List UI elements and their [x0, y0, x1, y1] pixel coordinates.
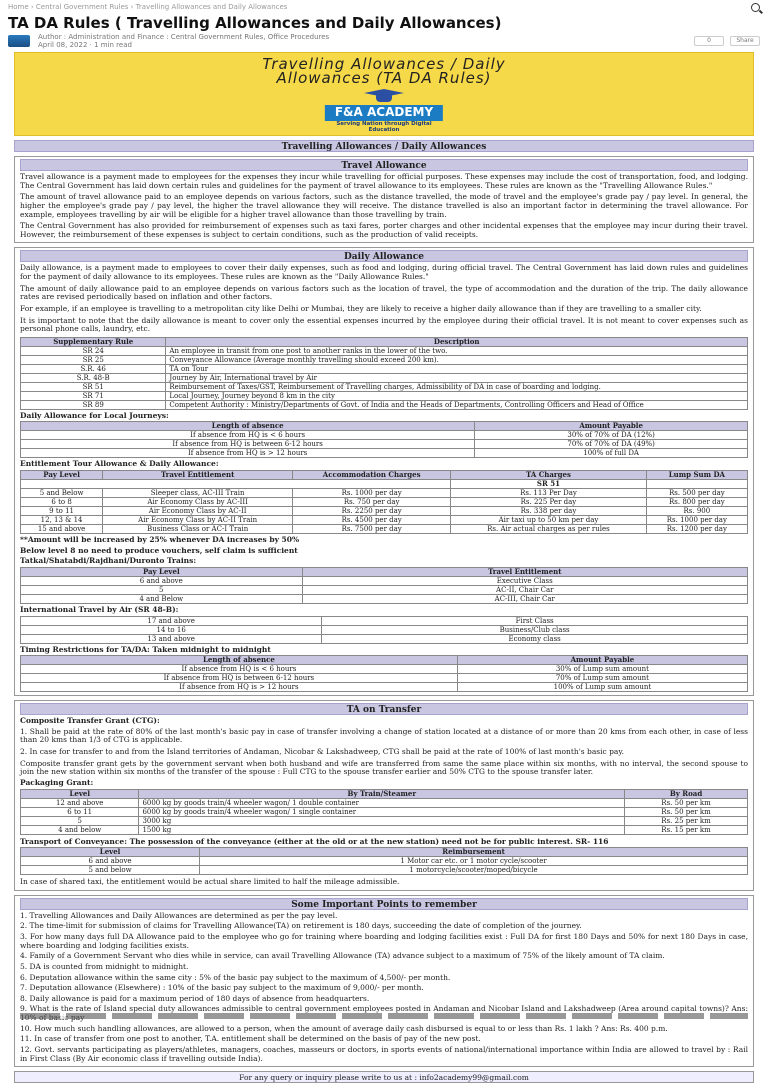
table-row — [21, 616, 748, 625]
table-header: Travel Entitlement — [302, 567, 747, 576]
footer-strip — [20, 1013, 748, 1019]
table-cell: Reimbursement of Taxes/GST, Reimbursement of Travelling charges, Admissibility of DA in case of boarding and lodging. — [166, 382, 748, 391]
table-cell: Rs. 338 per day — [451, 507, 647, 516]
tour-heading: Entitlement Tour Allowance & Daily Allowance: — [20, 459, 219, 469]
table-cell: TA on Tour — [166, 364, 748, 373]
table-row — [21, 400, 748, 409]
list-item: 11. In case of transfer from one post to another, T.A. entitlement shall be determined on the basis of pay of the new post. — [20, 1034, 481, 1044]
table-cell: Rs. 50 per km — [625, 798, 748, 807]
local-journeys-table — [20, 421, 748, 458]
table-cell: Business Class or AC-I Train — [103, 525, 293, 534]
table-cell: 6 to 8 — [21, 498, 103, 507]
table-cell: AC-II, Chair Car — [302, 585, 747, 594]
banner-title-line1: Travelling Allowances / Daily — [262, 55, 506, 73]
table-cell: 6 and above — [21, 576, 303, 585]
table-row — [21, 449, 748, 458]
table-cell: 5 and Below — [21, 489, 103, 498]
brand-tagline: Serving Nation through Digital Education — [336, 121, 432, 133]
list-item: 8. Daily allowance is paid for a maximum period of 180 days of absence from headquarters. — [20, 993, 370, 1003]
table-cell: Executive Class — [302, 576, 747, 585]
search-icon[interactable] — [751, 3, 760, 12]
table-cell: Rs. 1200 per day — [646, 525, 747, 534]
breadcrumb[interactable]: Home › Central Government Rules › Travelling Allowances and Daily Allowances — [8, 2, 288, 11]
table-cell: Air Economy Class by AC-II — [103, 507, 293, 516]
table-cell: 30% of Lump sum amount — [457, 665, 747, 674]
graduation-cap-icon — [364, 89, 404, 103]
travel-p1: Travel allowance is a payment made to employees for the expenses they incur while travelling for official purposes. These expenses may include the cost of transportation, food, and lodging. The Central Government has laid down certain rules and guidelines for the payment of travel allowance to its employees. These rules are known as the "Travelling Allowance Rules." — [20, 172, 748, 190]
table-cell: 1500 kg — [139, 825, 625, 834]
table-header: By Train/Steamer — [139, 789, 625, 798]
packaging-heading: Packaging Grant: — [20, 777, 94, 787]
table-cell: An employee in transit from one post to another ranks in the lower of the two. — [166, 346, 748, 355]
table-row — [21, 364, 748, 373]
table-cell: If absence from HQ is > 12 hours — [21, 683, 458, 692]
table-cell: 15 and above — [21, 525, 103, 534]
table-cell: Rs. 225 Per day — [451, 498, 647, 507]
travel-p3: The Central Government has also provided for reimbursement of expenses such as taxi fares, porter charges and other incidental expenses that the employee may incur during their travel. However, the reimbursement of these expenses is subject to certain conditions, such as the production of valid receipts. — [20, 221, 748, 239]
table-cell: 100% of Lump sum amount — [457, 683, 747, 692]
table-header: Amount Payable — [457, 656, 747, 665]
table-cell: SR 25 — [21, 355, 166, 364]
table-cell: AC-III, Chair Car — [302, 594, 747, 603]
table-cell: Local Journey, Journey beyond 8 km in the city — [166, 391, 748, 400]
table-cell: 4 and below — [21, 825, 139, 834]
table-header: Level — [21, 789, 139, 798]
points-heading: Some Important Points to remember — [20, 898, 748, 910]
author-line: Author : Administration and Finance : Central Government Rules, Office Procedures — [38, 33, 330, 41]
transfer-p3: Composite transfer grant gets by the government servant when both husband and wife are transferred from same the same place within six months, with no interval, the second spouse to join the new station within six months of the transfer of the spouse : Full CTG to the spouse transfer earlier and 50% CTG to the spouse transfer later. — [20, 758, 748, 777]
table-header: By Road — [625, 789, 748, 798]
main-heading: Travelling Allowances / Daily Allowances — [14, 140, 754, 152]
list-item: 3. For how many days full DA Allowance paid to the employee who go for training where boarding and lodging facilities exist : Full DA for first 180 Days and 50% for next 180 Days in case, where boarding and lodging facilities exists. — [20, 932, 748, 950]
table-cell: If absence from HQ is < 6 hours — [21, 431, 475, 440]
share-button[interactable]: Share — [730, 36, 760, 46]
table-cell: Air taxi up to 50 km per day — [451, 516, 647, 525]
table-row — [21, 825, 748, 834]
timing-note: Timing Restrictions for TA/DA: Taken midnight to midnight — [20, 644, 271, 654]
table-subheader: SR 51 — [451, 480, 647, 489]
table-header: Pay Level — [21, 567, 303, 576]
shared-taxi-note: In case of shared taxi, the entitlement would be actual share limited to half the mileage admissible. — [20, 877, 400, 887]
transfer-p2: 2. In case for transfer to and from the Island territories of Andaman, Nicobar & Lakshadweep, CTG shall be paid at the rate of 100% of last month's basic pay. — [20, 747, 625, 756]
banner-title-line2: Allowances (TA DA Rules) — [276, 69, 492, 87]
travel-allowance-section — [14, 156, 754, 243]
table-header: Level — [21, 848, 200, 857]
table-cell: S.R. 46 — [21, 364, 166, 373]
article-tools — [694, 36, 760, 46]
table-row — [21, 382, 748, 391]
table-cell: 3000 kg — [139, 816, 625, 825]
page-title: TA DA Rules ( Travelling Allowances and Daily Allowances) — [8, 14, 502, 32]
table-header: Description — [166, 337, 748, 346]
table-cell: Rs. 900 — [646, 507, 747, 516]
article-content — [0, 140, 768, 1083]
table-cell: 100% of full DA — [475, 449, 748, 458]
table-cell: SR 71 — [21, 391, 166, 400]
table-cell: S.R. 48-B — [21, 373, 166, 382]
list-item: 7. Deputation allowance (Elsewhere) : 10% of the basic pay subject to the maximum of 9,000/- per month. — [20, 983, 424, 993]
local-journeys-heading: Daily Allowance for Local Journeys: — [20, 410, 169, 420]
table-cell: 70% of 70% of DA (49%) — [475, 440, 748, 449]
table-header: Length of absence — [21, 422, 475, 431]
conveyance-table — [20, 847, 748, 875]
table-cell: 1 Motor car etc. or 1 motor cycle/scooter — [200, 857, 748, 866]
points-list — [20, 912, 748, 1063]
table-header: Accommodation Charges — [293, 471, 451, 480]
table-cell: Business/Club class — [322, 625, 748, 634]
table-cell: SR 51 — [21, 382, 166, 391]
list-item: 6. Deputation allowance within the same city : 5% of the basic pay subject to the maximum of 4,500/- per month. — [20, 972, 451, 982]
table-cell: 17 and above — [21, 616, 322, 625]
table-cell: 5 — [21, 585, 303, 594]
top-bar — [0, 0, 768, 14]
conveyance-note: Transport of Conveyance: The possession of the conveyance (either at the old or at the new station) need not be for public interest. SR- 116 — [20, 836, 609, 846]
table-cell: SR 89 — [21, 400, 166, 409]
daily-heading: Daily Allowance — [20, 250, 748, 262]
daily-p3: For example, if an employee is travelling to a metropolitan city like Delhi or Mumbai, they are likely to receive a higher daily allowance than if they are travelling to a smaller city. — [20, 303, 702, 313]
table-cell: 6 to 11 — [21, 807, 139, 816]
article-meta — [0, 32, 768, 50]
table-cell: SR 24 — [21, 346, 166, 355]
table-row — [21, 857, 748, 866]
table-cell: Sleeper class, AC-III Train — [103, 489, 293, 498]
table-header-blank — [646, 480, 747, 489]
table-row — [21, 866, 748, 875]
table-header-blank — [21, 480, 451, 489]
site-logo[interactable] — [8, 35, 30, 47]
table-row — [21, 440, 748, 449]
daily-p4: It is important to note that the daily allowance is meant to cover only the essential expenses incurred by the employee during their official travel. It is not meant to cover expenses such as personal phone calls, laundry, etc. — [20, 315, 748, 334]
table-cell: 6000 kg by goods train/4 wheeler wagon/ 1 single container — [139, 807, 625, 816]
table-header: Amount Payable — [475, 422, 748, 431]
table-cell: Journey by Air, International travel by Air — [166, 373, 748, 382]
table-cell: Competent Authority : Ministry/Departments of Govt. of India and the Heads of Departments, Controlling Officers and Head of Office — [166, 400, 748, 409]
table-row — [21, 634, 748, 643]
table-cell: 5 — [21, 816, 139, 825]
table-header: Pay Level — [21, 471, 103, 480]
table-row — [21, 525, 748, 534]
table-row — [21, 431, 748, 440]
table-row — [21, 346, 748, 355]
table-row — [21, 355, 748, 364]
packaging-table — [20, 789, 748, 835]
table-cell: 6 and above — [21, 857, 200, 866]
list-item: 2. The time-limit for submission of claims for Travelling Allowance(TA) on retirement is 180 days, succeeding the date of completion of the journey. — [20, 921, 582, 931]
table-header: Supplementary Rule — [21, 337, 166, 346]
supplementary-rules-table — [20, 337, 748, 410]
list-item: 4. Family of a Government Servant who dies while in service, can avail Travelling Allowance (TA) advance subject to a maximum of 75% of the likely amount of TA claim. — [20, 951, 665, 961]
transfer-p1: 1. Shall be paid at the rate of 80% of the last month's basic pay in case of transfer involving a change of station located at a distance of or more than 20 kms from each other, in case of less than 20 kms than 1/3 of CTG is applicable. — [20, 726, 748, 745]
absence-table — [20, 655, 748, 692]
table-cell: Air Economy Class by AC-III — [103, 498, 293, 507]
query-footer[interactable]: For any query or inquiry please write to us at : info2academy99@gmail.com — [14, 1071, 754, 1083]
transfer-section — [14, 700, 754, 891]
table-cell: Rs. 4500 per day — [293, 516, 451, 525]
table-cell: Rs. 7500 per day — [293, 525, 451, 534]
daily-allowance-section — [14, 247, 754, 696]
table-cell: Economy class — [322, 634, 748, 643]
table-cell: Rs. 50 per km — [625, 807, 748, 816]
table-cell: 12 and above — [21, 798, 139, 807]
daily-p2: The amount of daily allowance paid to an employee depends on various factors such as the location of travel, the type of accommodation and the duration of the trip. The daily allowance rates are revised periodically based on inflation and other factors. — [20, 283, 748, 302]
table-row — [21, 683, 748, 692]
table-cell: 9 to 11 — [21, 507, 103, 516]
table-cell: 4 and Below — [21, 594, 303, 603]
intl-heading: International Travel by Air (SR 48-B): — [20, 604, 179, 614]
table-cell: 6000 kg by goods train/4 wheeler wagon/ 1 double container — [139, 798, 625, 807]
table-row — [21, 798, 748, 807]
article-banner — [14, 52, 754, 136]
table-header: Reimbursement — [200, 848, 748, 857]
table-cell: Rs. 500 per day — [646, 489, 747, 498]
table-cell: If absence from HQ is between 6-12 hours — [21, 440, 475, 449]
list-item: 1. Travelling Allowances and Daily Allowances are determined as per the pay level. — [20, 910, 338, 920]
table-header: Lump Sum DA — [646, 471, 747, 480]
table-row — [21, 674, 748, 683]
table-row — [21, 625, 748, 634]
table-row — [21, 585, 748, 594]
table-row — [21, 576, 748, 585]
table-row — [21, 507, 748, 516]
table-cell: If absence from HQ is between 6-12 hours — [21, 674, 458, 683]
points-section — [14, 895, 754, 1067]
table-cell: Rs. 800 per day — [646, 498, 747, 507]
intl-table — [20, 616, 748, 644]
table-row — [21, 489, 748, 498]
table-cell: 70% of Lump sum amount — [457, 674, 747, 683]
brand-name: F&A ACADEMY — [325, 105, 443, 121]
table-row — [21, 665, 748, 674]
tour-note-2: Below level 8 no need to produce vouchers, self claim is sufficient — [20, 545, 298, 555]
table-cell: 12, 13 & 14 — [21, 516, 103, 525]
table-cell: Rs. 113 Per Day — [451, 489, 647, 498]
date-line: April 08, 2022 · 1 min read — [38, 41, 132, 49]
comments-button[interactable]: 0 — [694, 36, 724, 46]
table-cell: Rs. 750 per day — [293, 498, 451, 507]
table-cell: Rs. 15 per km — [625, 825, 748, 834]
table-cell: Rs. 1000 per day — [293, 489, 451, 498]
table-header: Travel Entitlement — [103, 471, 293, 480]
ctg-heading: Composite Transfer Grant (CTG): — [20, 716, 160, 726]
table-cell: Air Economy Class by AC-II Train — [103, 516, 293, 525]
table-row — [21, 498, 748, 507]
table-cell: Rs. 1000 per day — [646, 516, 747, 525]
table-row — [21, 373, 748, 382]
table-cell: Rs. 2250 per day — [293, 507, 451, 516]
trains-table — [20, 567, 748, 604]
table-cell: 14 to 16 — [21, 625, 322, 634]
table-cell: If absence from HQ is < 6 hours — [21, 665, 458, 674]
table-row — [21, 391, 748, 400]
table-row — [21, 516, 748, 525]
list-item: 10. How much such handling allowances, are allowed to a person, when the amount of average daily cash disbursed is equal to or less than Rs. 1 lakh ? Ans: Rs. 400 p.m. — [20, 1023, 668, 1033]
daily-p1: Daily allowance, is a payment made to employees to cover their daily expenses, such as food and lodging, during official travel. The Central Government has laid down rules and guidelines for the payment of daily allowance to its employees. These rules are known as the "Daily Allowance Rules." — [20, 263, 748, 281]
transfer-heading: TA on Transfer — [20, 703, 748, 715]
list-item: 9. What is the rate of Island special duty allowances admissible to central government employees posted in Andaman and Nicobar Island and Lakshadweep (Area around capital towns)? Ans: — [20, 1004, 748, 1014]
table-header: Length of absence — [21, 656, 458, 665]
tour-note-1: **Amount will be increased by 25% whenever DA increases by 50% — [20, 535, 300, 544]
banner-title — [15, 53, 753, 85]
travel-p2: The amount of travel allowance paid to an employee depends on various factors, such as the distance travelled, the mode of travel and the employee's grade pay / pay level. In general, the higher the employee's grade pay / pay level, the higher the travel allowance they will receive. The distance travelled is also an important factor in determining the travel allowance. For example, employees travelling by air will be eligible for a higher travel allowance than those travelling by train. — [20, 192, 748, 219]
list-item: 12. Govt. servants participating as players/athletes, managers, coaches, masseurs or doctors, in sports events of national/international importance within India are allowed to travel by : Rail in First Class (By Air economic class if travelling outside India). — [20, 1044, 748, 1063]
table-cell: If absence from HQ is > 12 hours — [21, 449, 475, 458]
table-cell: 1 motorcycle/scooter/moped/bicycle — [200, 866, 748, 875]
meta-text — [38, 33, 694, 49]
table-cell: Rs. Air actual charges as per rules — [451, 525, 647, 534]
table-cell: 5 and below — [21, 866, 200, 875]
table-cell: 13 and above — [21, 634, 322, 643]
table-cell: Rs. 25 per km — [625, 816, 748, 825]
travel-heading: Travel Allowance — [20, 159, 748, 171]
table-cell: Conveyance Allowance (Average monthly travelling should exceed 200 km). — [166, 355, 748, 364]
list-item: 5. DA is counted from midnight to midnight. — [20, 961, 189, 971]
table-header: TA Charges — [451, 471, 647, 480]
table-row — [21, 807, 748, 816]
table-row — [21, 594, 748, 603]
table-cell: 30% of 70% of DA (12%) — [475, 431, 748, 440]
tour-table — [20, 470, 748, 534]
table-row — [21, 816, 748, 825]
tour-note-3: Tatkal/Shatabdi/Rajdhani/Duronto Trains: — [20, 556, 197, 566]
table-cell: First Class — [322, 616, 748, 625]
